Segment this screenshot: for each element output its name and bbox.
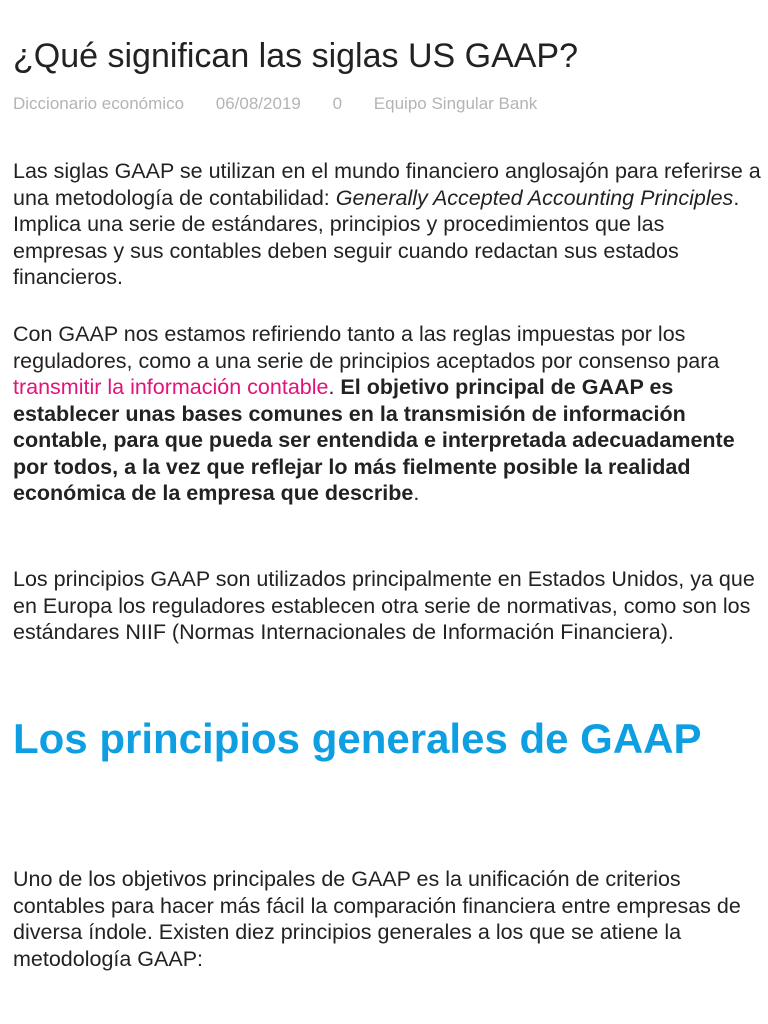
article-meta (13, 93, 537, 115)
link-transmitir-informacion[interactable]: transmitir la información contable (13, 375, 329, 399)
article-title: ¿Qué significan las siglas US GAAP? (13, 37, 579, 75)
paragraph-objective-period: . (413, 481, 420, 505)
meta-comment-count[interactable]: 0 (332, 94, 343, 113)
paragraph-usage: Los principios GAAP son utilizados principalmente en Estados Unidos, ya que en Europa los reguladores establecen otra serie de normativas, como son los estándares NIIF (Normas Internacionales de Información Financiera). (13, 567, 755, 644)
paragraph-intro-text-end: . Implica una serie de estándares, principios y procedimientos que las empresas y sus contables deben seguir cuando redactan sus estados financieros. (13, 185, 740, 289)
paragraph-intro-text: Las siglas GAAP se utilizan en el mundo financiero anglosajón para referirse a una metodología de contabilidad: (13, 159, 761, 210)
paragraph-principles-intro: Uno de los objetivos principales de GAAP es la unificación de criterios contables para hacer más fácil la comparación financiera entre empresas de diversa índole. Existen diez principios generales a los que se atiene la metodología GAAP: (13, 867, 741, 971)
paragraph-objective-bold: El objetivo principal de GAAP es establecer unas bases comunes en la transmisión de información contable, para que pueda ser entendida e interpretada adecuadamente por todos, a la vez que reflejar lo más fielmente posible la realidad económica de la empresa que describe (13, 375, 735, 505)
paragraph-intro-italic: Generally Accepted Accounting Principles (335, 185, 734, 210)
paragraph-objective-separator: . (328, 375, 341, 399)
meta-category-link[interactable]: Diccionario económico (13, 94, 185, 113)
paragraph-objective-text: Con GAAP nos estamos refiriendo tanto a las reglas impuestas por los reguladores, como a una serie de principios aceptados por consenso para (13, 322, 720, 373)
section-heading: Los principios generales de GAAP (13, 715, 702, 762)
meta-author-link[interactable]: Equipo Singular Bank (373, 94, 538, 113)
meta-date: 06/08/2019 (215, 94, 301, 113)
paragraph-intro (13, 158, 761, 291)
paragraph-objective (13, 321, 761, 507)
